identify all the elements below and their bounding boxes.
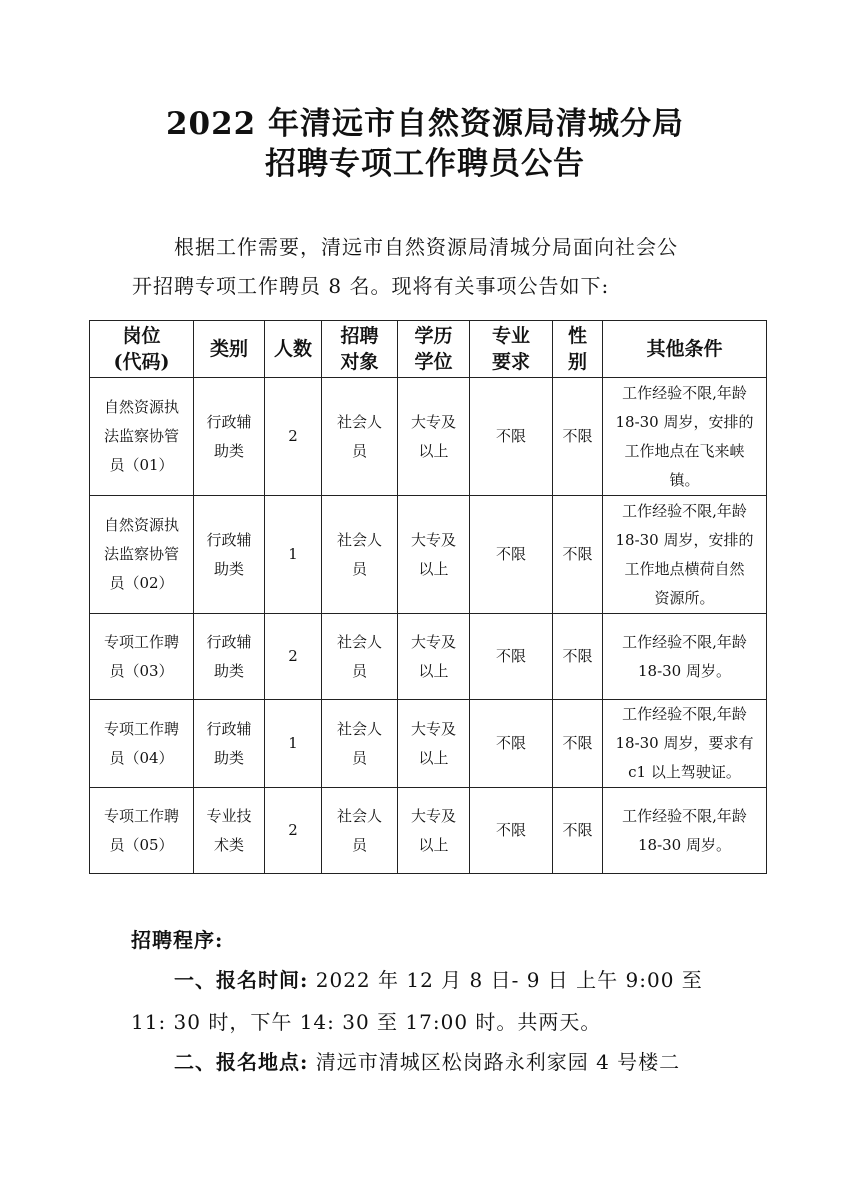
cell-position-line: 专项工作聘 <box>103 632 179 651</box>
cell-count-line: 1 <box>288 734 298 752</box>
table-header-line: 对象 <box>340 351 379 373</box>
cell-position-line: 员（03） <box>109 661 174 680</box>
table-header-line: 性 <box>567 325 587 347</box>
cell-other-line: 镇。 <box>669 470 700 489</box>
cell-gender <box>553 614 603 700</box>
cell-other <box>603 614 767 700</box>
cell-major <box>470 614 553 700</box>
cell-other <box>603 378 767 496</box>
cell-position-line: 自然资源执 <box>103 516 179 534</box>
cell-category <box>194 496 265 614</box>
cell-major-line: 不限 <box>495 545 526 563</box>
cell-other-line: 18-30 周岁，安排的 <box>615 412 754 431</box>
cell-other-line: 18-30 周岁。 <box>637 835 731 854</box>
cell-category <box>194 378 265 496</box>
cell-gender-line: 不限 <box>562 647 593 665</box>
cell-gender-line: 不限 <box>562 545 593 563</box>
cell-category-line: 助类 <box>213 559 244 578</box>
cell-education-line: 大专及 <box>410 530 456 549</box>
cell-education-line: 大专及 <box>410 632 456 651</box>
cell-position <box>90 788 194 874</box>
cell-target-line: 员 <box>351 661 367 680</box>
recruitment-table <box>89 320 767 874</box>
cell-target <box>322 378 398 496</box>
cell-target-line: 员 <box>351 559 367 578</box>
procedure-item1-text: 2022 年 12 月 8 日- 9 日 上午 9:00 至 <box>308 968 703 992</box>
cell-education-line: 大专及 <box>410 412 456 431</box>
cell-category <box>194 788 265 874</box>
cell-position <box>90 614 194 700</box>
cell-position <box>90 496 194 614</box>
table-header-line: (代码) <box>113 351 170 373</box>
cell-position-line: 员（02） <box>109 574 174 592</box>
cell-count <box>265 496 322 614</box>
cell-other-line: 工作经验不限,年龄 <box>622 806 747 825</box>
cell-category <box>194 700 265 788</box>
cell-count-line: 2 <box>288 647 298 665</box>
cell-gender <box>553 378 603 496</box>
cell-target-line: 员 <box>351 748 367 767</box>
cell-count-line: 2 <box>288 427 298 445</box>
cell-count <box>265 700 322 788</box>
cell-major-line: 不限 <box>495 647 526 665</box>
table-header-cell <box>322 321 398 378</box>
cell-other <box>603 700 767 788</box>
table-header-cell <box>194 321 265 378</box>
cell-other-line: 工作地点在飞来峡 <box>624 441 745 460</box>
cell-target-line: 员 <box>351 835 367 854</box>
cell-position-line: 员（05） <box>109 835 174 854</box>
cell-target-line: 社会人 <box>336 632 382 651</box>
cell-other-line: 工作经验不限,年龄 <box>622 632 747 651</box>
cell-other-line: c1 以上驾驶证。 <box>628 763 741 781</box>
cell-gender <box>553 788 603 874</box>
cell-education-line: 以上 <box>418 748 449 767</box>
table-header-line: 岗位 <box>122 325 161 347</box>
table-header-row <box>90 321 767 378</box>
cell-position-line: 自然资源执 <box>103 398 179 416</box>
cell-category-line: 专业技 <box>206 806 252 825</box>
cell-count-line: 1 <box>288 545 298 563</box>
procedure-item2-label: 二、报名地点: <box>174 1050 309 1074</box>
cell-other-line: 工作经验不限,年龄 <box>622 705 747 723</box>
procedure-item2-text: 清远市清城区松岗路永利家园 4 号楼二 <box>308 1050 681 1074</box>
cell-target-line: 员 <box>351 441 367 460</box>
cell-education-line: 大专及 <box>410 719 456 738</box>
cell-major <box>470 496 553 614</box>
cell-position-line: 法监察协管 <box>103 427 179 445</box>
cell-category-line: 助类 <box>213 748 244 767</box>
cell-education-line: 以上 <box>418 559 449 578</box>
cell-category-line: 助类 <box>213 441 244 460</box>
cell-major-line: 不限 <box>495 427 526 445</box>
cell-other-line: 工作经验不限,年龄 <box>622 383 747 402</box>
cell-position-line: 员（04） <box>109 748 174 767</box>
cell-gender-line: 不限 <box>562 734 593 752</box>
cell-category-line: 助类 <box>213 661 244 680</box>
procedure-item1-line2: 11: 30 时，下午 14: 30 至 17:00 时。共两天。 <box>131 1010 602 1034</box>
table-header-line: 招聘 <box>340 325 379 347</box>
table-header-cell <box>470 321 553 378</box>
cell-education <box>398 788 470 874</box>
table-header-line: 其他条件 <box>646 338 723 360</box>
cell-target <box>322 700 398 788</box>
cell-other-line: 工作地点横荷自然 <box>624 559 745 578</box>
cell-education-line: 以上 <box>418 661 449 680</box>
table-header-line: 要求 <box>491 351 530 373</box>
cell-target <box>322 496 398 614</box>
table-row <box>90 378 767 496</box>
cell-other-line: 18-30 周岁。 <box>637 661 731 680</box>
table-header-line: 别 <box>567 351 587 373</box>
table-header-line: 人数 <box>273 338 312 360</box>
cell-major <box>470 788 553 874</box>
cell-gender-line: 不限 <box>562 821 593 839</box>
cell-education <box>398 700 470 788</box>
table-row <box>90 496 767 614</box>
cell-gender <box>553 700 603 788</box>
table-row <box>90 614 767 700</box>
cell-major-line: 不限 <box>495 734 526 752</box>
table-body <box>90 378 767 874</box>
cell-category-line: 行政辅 <box>206 719 252 738</box>
cell-other-line: 工作经验不限,年龄 <box>622 501 747 520</box>
cell-category-line: 术类 <box>213 835 244 854</box>
cell-category-line: 行政辅 <box>206 412 252 431</box>
cell-target-line: 社会人 <box>336 412 382 431</box>
cell-education-line: 大专及 <box>410 806 456 825</box>
cell-education <box>398 614 470 700</box>
cell-other-line: 资源所。 <box>654 588 715 607</box>
cell-other-line: 18-30 周岁，安排的 <box>615 530 754 549</box>
cell-education <box>398 378 470 496</box>
table-header-line: 学位 <box>414 351 453 373</box>
cell-other-line: 18-30 周岁，要求有 <box>615 734 754 752</box>
cell-gender <box>553 496 603 614</box>
cell-education <box>398 496 470 614</box>
table-row <box>90 788 767 874</box>
table-header-cell <box>603 321 767 378</box>
cell-other <box>603 496 767 614</box>
cell-count-line: 2 <box>288 821 298 839</box>
procedure-item2-line <box>174 1048 680 1076</box>
cell-target-line: 社会人 <box>336 719 382 738</box>
cell-major <box>470 700 553 788</box>
cell-count <box>265 788 322 874</box>
document-title-line2: 招聘专项工作聘员公告 <box>265 146 585 182</box>
table-header-line: 专业 <box>491 325 530 347</box>
cell-count <box>265 378 322 496</box>
procedure-item1-line1 <box>174 966 703 994</box>
cell-education-line: 以上 <box>418 835 449 854</box>
cell-category-line: 行政辅 <box>206 530 252 549</box>
cell-position-line: 专项工作聘 <box>103 806 179 825</box>
table-row <box>90 700 767 788</box>
cell-count <box>265 614 322 700</box>
table-header-cell <box>265 321 322 378</box>
cell-position <box>90 700 194 788</box>
table-header-cell <box>398 321 470 378</box>
cell-position-line: 专项工作聘 <box>103 719 179 738</box>
cell-category <box>194 614 265 700</box>
cell-position-line: 法监察协管 <box>103 545 179 563</box>
cell-target <box>322 614 398 700</box>
cell-major-line: 不限 <box>495 821 526 839</box>
cell-position-line: 员（01） <box>109 456 174 474</box>
cell-other <box>603 788 767 874</box>
procedure-heading: 招聘程序: <box>131 928 224 952</box>
cell-position <box>90 378 194 496</box>
intro-line1: 根据工作需要，清远市自然资源局清城分局面向社会公 <box>174 235 678 259</box>
cell-education-line: 以上 <box>418 441 449 460</box>
table-header-cell <box>90 321 194 378</box>
cell-category-line: 行政辅 <box>206 632 252 651</box>
table-header-cell <box>553 321 603 378</box>
intro-line2: 开招聘专项工作聘员 8 名。现将有关事项公告如下: <box>132 274 610 298</box>
table-header-line: 学历 <box>414 325 453 347</box>
cell-major <box>470 378 553 496</box>
cell-target <box>322 788 398 874</box>
table-header-line: 类别 <box>209 338 248 360</box>
cell-target-line: 社会人 <box>336 530 382 549</box>
procedure-item1-label: 一、报名时间: <box>174 968 309 992</box>
document-title-line1: 2022 年清远市自然资源局清城分局 <box>165 106 685 142</box>
cell-gender-line: 不限 <box>562 427 593 445</box>
cell-target-line: 社会人 <box>336 806 382 825</box>
